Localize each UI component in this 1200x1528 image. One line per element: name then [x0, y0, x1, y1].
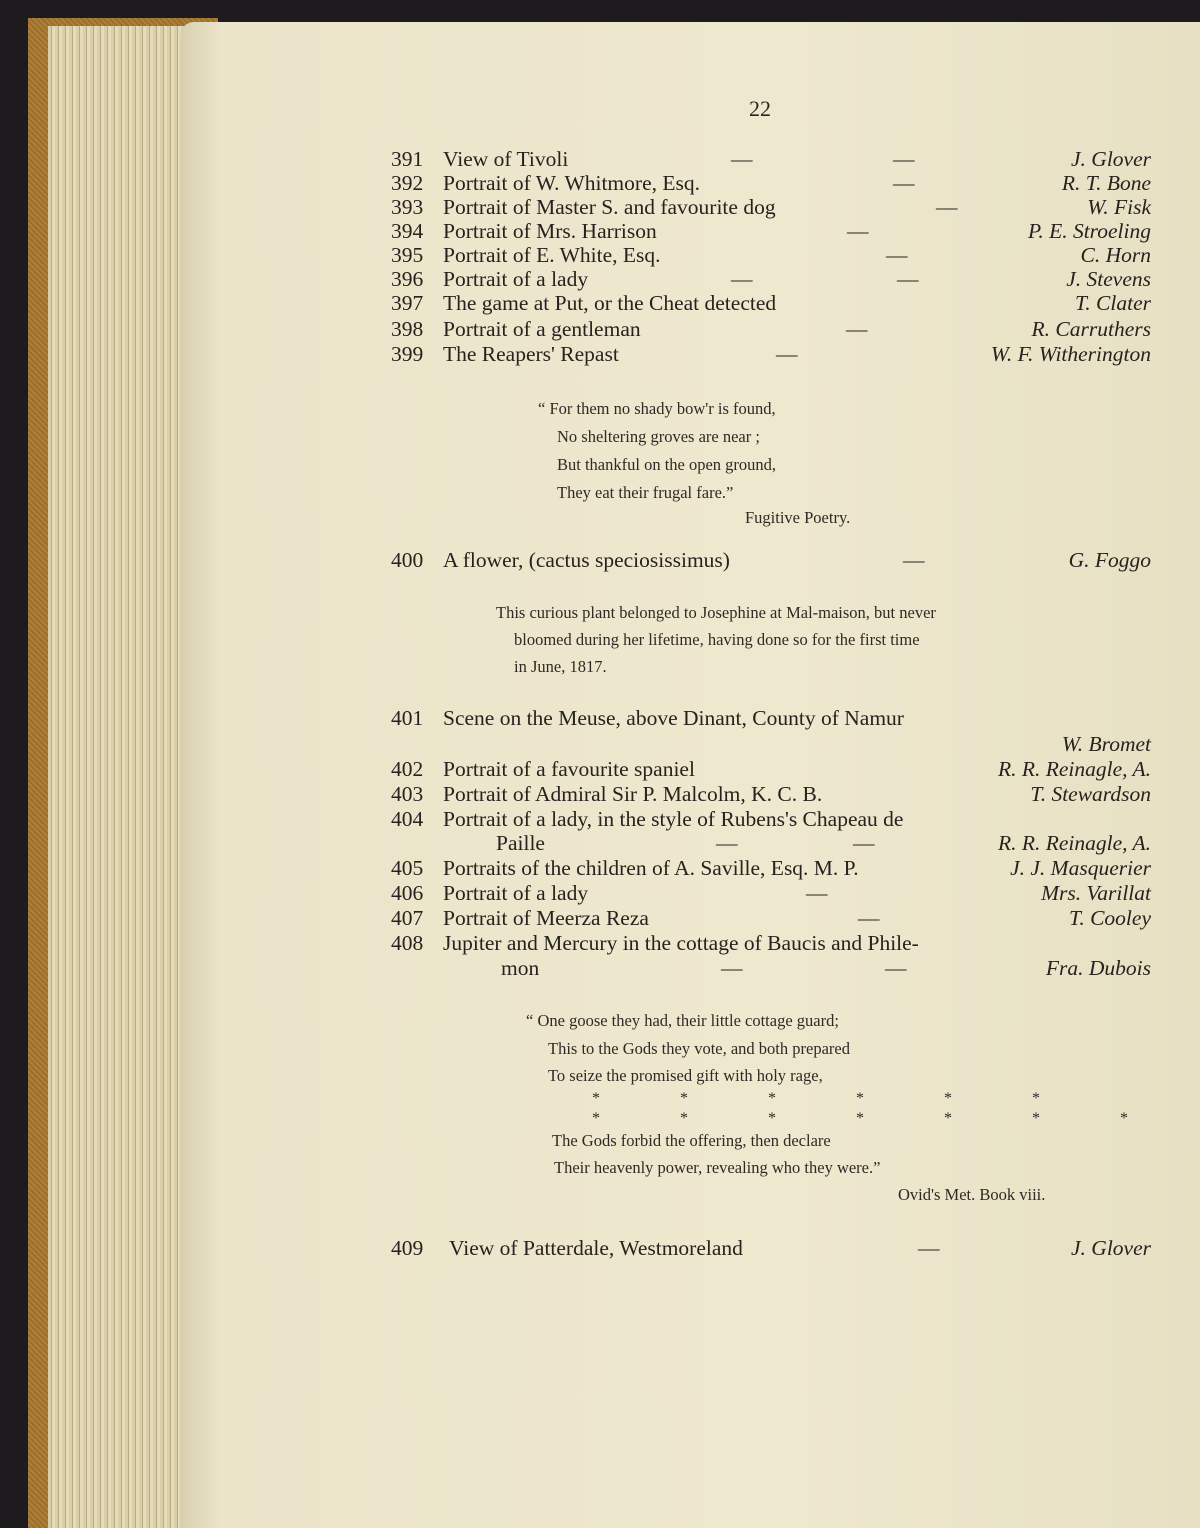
catalogue-entry [391, 1236, 1151, 1260]
catalogue-entry [391, 782, 1151, 806]
entry-artist: Mrs. Varillat [1041, 881, 1151, 905]
entry-title: Portrait of Master S. and favourite dog [443, 195, 776, 219]
entry-number: 401 [391, 706, 424, 730]
entry-continuation [391, 956, 1151, 980]
catalogue-entry [391, 342, 1151, 366]
entry-title: Portrait of Admiral Sir P. Malcolm, K. C. B. [443, 782, 823, 806]
entry-title: Portrait of W. Whitmore, Esq. [443, 171, 700, 195]
catalogue-entry [391, 757, 1151, 781]
entry-artist: C. Horn [1080, 243, 1151, 267]
catalogue-entry [391, 906, 1151, 930]
entry-artist: W. F. Witherington [990, 342, 1151, 366]
verse-line: Their heavenly power, revealing who they were.” [554, 1158, 881, 1177]
verse-line: “ One goose they had, their little cottage guard; [526, 1011, 839, 1030]
page-number: 22 [749, 96, 771, 121]
entry-number: 403 [391, 782, 424, 806]
entry-artist: R. R. Reinagle, A. [997, 831, 1151, 855]
entry-number: 392 [391, 171, 424, 195]
entry-dash: — [903, 548, 925, 572]
entry-title: Portrait of E. White, Esq. [443, 243, 661, 267]
entry-title: View of Tivoli [443, 147, 569, 171]
entry-title: Portrait of Meerza Reza [443, 906, 649, 930]
entry-title: The Reapers' Repast [443, 342, 619, 366]
entry-title: A flower, (cactus speciosissimus) [443, 548, 730, 572]
entry-number: 399 [391, 342, 424, 366]
verse-attribution: Ovid's Met. Book viii. [898, 1185, 1046, 1204]
entry-artist: Fra. Dubois [1045, 956, 1151, 980]
entry-dash: — [731, 267, 753, 291]
entry-dash: — [885, 956, 907, 980]
verse-attribution: Fugitive Poetry. [745, 508, 851, 527]
entry-artist: R. Carruthers [1031, 317, 1151, 341]
entry-number: 393 [391, 195, 424, 219]
note-line: This curious plant belonged to Josephine at Mal-maison, but never [496, 603, 936, 622]
entry-artist: W. Fisk [1087, 195, 1151, 219]
entry-dash: — [897, 267, 919, 291]
entry-artist: J. Glover [1071, 147, 1151, 171]
catalogue-entry [391, 291, 1151, 315]
entry-number: 405 [391, 856, 424, 880]
entry-title: Portrait of a lady, in the style of Rubens's Chapeau de [443, 807, 904, 831]
entry-number: 408 [391, 931, 424, 955]
entry-title-continuation: mon [501, 956, 540, 980]
entry-number: 404 [391, 807, 424, 831]
entry-artist: R. R. Reinagle, A. [997, 757, 1151, 781]
entry-artist: J. Stevens [1066, 267, 1151, 291]
entry-title: The game at Put, or the Cheat detected [443, 291, 777, 315]
entry-dash: — [731, 147, 753, 171]
entry-number: 396 [391, 267, 424, 291]
catalogue-entry [391, 881, 1151, 905]
entry-number: 400 [391, 548, 424, 572]
entry-number: 394 [391, 219, 424, 243]
entry-title: Portrait of a favourite spaniel [443, 757, 695, 781]
catalogue-entry [391, 931, 1151, 955]
entry-dash: — [806, 881, 828, 905]
entry-artist: T. Clater [1074, 291, 1151, 315]
verse-line: The Gods forbid the offering, then declare [552, 1131, 831, 1150]
catalogue-entry [391, 856, 1151, 880]
entry-dash: — [858, 906, 880, 930]
entry-number: 391 [391, 147, 424, 171]
verse-line: This to the Gods they vote, and both prepared [548, 1039, 850, 1058]
entry-dash: — [918, 1236, 940, 1260]
catalogue-entry [391, 317, 1151, 341]
entry-artist: T. Stewardson [1030, 782, 1151, 806]
entry-number: 398 [391, 317, 424, 341]
verse-line: But thankful on the open ground, [557, 455, 777, 474]
verse-line: To seize the promised gift with holy rage, [548, 1066, 823, 1085]
catalogue-entry [391, 807, 1151, 831]
verse-line: No sheltering groves are near ; [557, 427, 760, 446]
entry-title-continuation: Paille [496, 831, 545, 855]
entry-dash: — [716, 831, 738, 855]
entry-dash: — [776, 342, 798, 366]
entry-dash: — [893, 171, 915, 195]
verse-line: They eat their frugal fare.” [557, 483, 734, 502]
entry-dash: — [846, 317, 868, 341]
entry-title: View of Patterdale, Westmoreland [449, 1236, 743, 1260]
catalogue-entry [391, 219, 1151, 243]
note-line: bloomed during her lifetime, having done so for the first time [514, 630, 920, 649]
entry-continuation [391, 831, 1151, 855]
entry-dash: — [721, 956, 743, 980]
entry-artist: J. Glover [1071, 1236, 1151, 1260]
entry-title: Portrait of a lady [443, 881, 589, 905]
entry-number: 402 [391, 757, 424, 781]
entry-artist: T. Cooley [1068, 906, 1151, 930]
catalogue-entry [391, 706, 1151, 730]
entry-artist: R. T. Bone [1061, 171, 1151, 195]
entry-dash: — [936, 195, 958, 219]
asterisk-row: * * * * * * * [592, 1110, 1166, 1127]
entry-number: 407 [391, 906, 424, 930]
note-line: in June, 1817. [514, 657, 607, 676]
catalogue-entry [391, 267, 1151, 291]
entry-number: 406 [391, 881, 424, 905]
entry-continuation [391, 732, 1151, 756]
page-edges [48, 26, 198, 1528]
entry-title: Portrait of a lady [443, 267, 589, 291]
entry-dash: — [847, 219, 869, 243]
entry-number: 395 [391, 243, 424, 267]
entry-dash: — [886, 243, 908, 267]
catalogue-entry [391, 171, 1151, 195]
entry-artist: W. Bromet [1061, 732, 1151, 756]
entry-number: 409 [391, 1236, 424, 1260]
entry-dash: — [893, 147, 915, 171]
catalogue-entry [391, 195, 1151, 219]
catalogue-entry [391, 243, 1151, 267]
verse-line: “ For them no shady bow'r is found, [538, 399, 776, 418]
asterisk-row: * * * * * * [592, 1090, 1078, 1107]
catalogue-entry [391, 548, 1151, 572]
entry-artist: G. Foggo [1068, 548, 1151, 572]
entry-dash: — [853, 831, 875, 855]
entry-title: Portrait of a gentleman [443, 317, 641, 341]
entry-artist: P. E. Stroeling [1027, 219, 1151, 243]
entry-artist: J. J. Masquerier [1010, 856, 1151, 880]
entry-title: Jupiter and Mercury in the cottage of Baucis and Phile- [443, 931, 919, 955]
entry-title: Portraits of the children of A. Saville, Esq. M. P. [443, 856, 859, 880]
entry-number: 397 [391, 291, 424, 315]
entry-title: Scene on the Meuse, above Dinant, County of Namur [443, 706, 904, 730]
catalogue-entry [391, 147, 1151, 171]
entry-title: Portrait of Mrs. Harrison [443, 219, 657, 243]
